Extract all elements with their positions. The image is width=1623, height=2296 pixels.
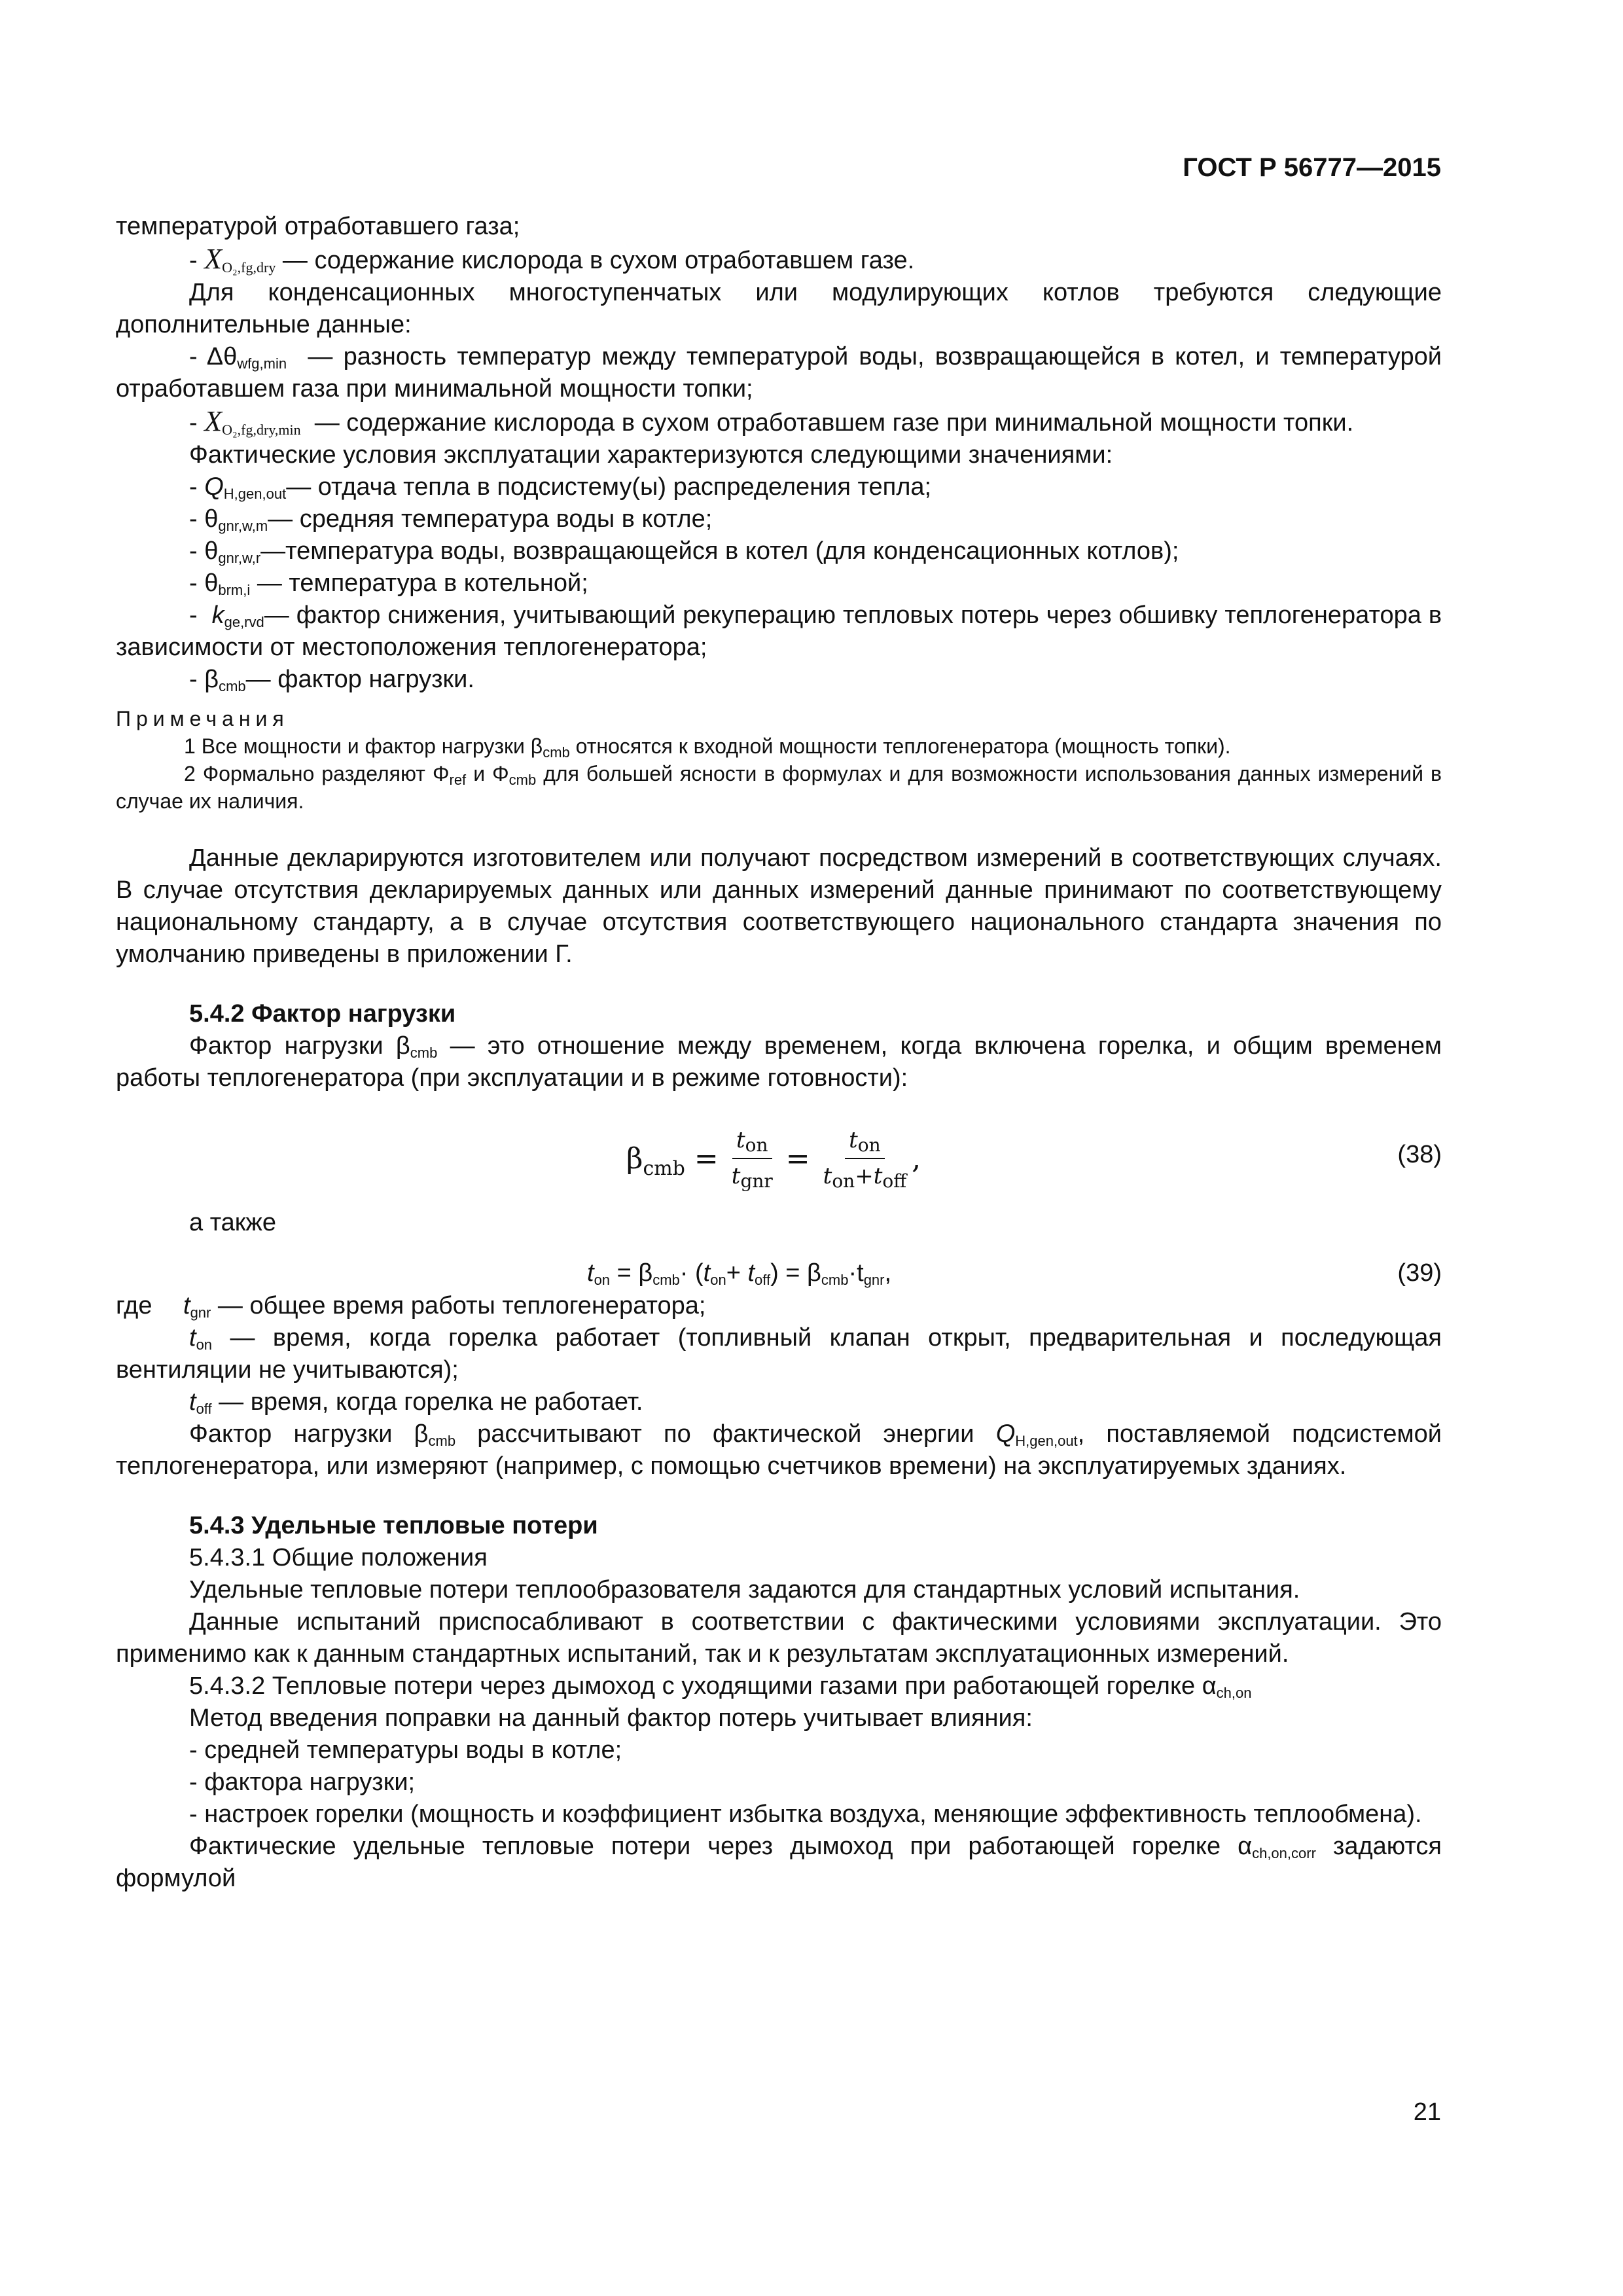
text-also: а также	[189, 1209, 276, 1236]
text-line: температурой отработавшего газа;	[116, 213, 520, 240]
equation-39-body: $t_{on} = \beta_{cmb}\cdot (t_{on}+ t_{off}) = \beta_{cmb}\cdot t_{gnr}$,	[587, 1259, 892, 1288]
definition-beta: - $\beta_{cmb}—$ фактор нагрузки.	[189, 666, 474, 694]
note-2: 2 Формально разделяют $\Phi_{ref}$ и $\Phi_{cmb}$ для большей ясности в формулах и для возможности использования данных измерений в случае их наличия.	[116, 762, 1442, 813]
paragraph-correction-method: Метод введения поправки на данный фактор потерь учитывает влияния:	[189, 1704, 1033, 1732]
paragraph-test-data: Данные испытаний приспосабливают в соответствии с фактическими условиями эксплуатации. Это применимо как к данным стандартных испытаний, так и к результатам эксплуатационных измерений.	[116, 1608, 1442, 1668]
list-item: - настроек горелки (мощность и коэффициент избытка воздуха, меняющие эффективность теплообмена).	[189, 1801, 1422, 1828]
where-definition-ton: $t_{on}$ — время, когда горелка работает (топливный клапан открыт, предварительная и последующая вентиляции не учитываются);	[116, 1324, 1442, 1384]
page-content	[116, 211, 1442, 1895]
definition-theta-wr: - $\theta_{gnr,w,r}—температура$ воды, возвращающейся в котел (для конденсационных котлов);	[189, 537, 1179, 566]
paragraph-specific-losses: Удельные тепловые потери теплообразователя задаются для стандартных условий испытания.	[189, 1576, 1300, 1604]
section-heading-5-4-3: 5.4.3 Удельные тепловые потери	[189, 1512, 598, 1539]
list-item: - фактора нагрузки;	[189, 1768, 416, 1796]
note-1: 1 Все мощности и фактор нагрузки $\beta_{cmb}$ относятся к входной мощности теплогенератора (мощность топки).	[184, 734, 1231, 761]
eq38-fraction-2: $\frac{t_{on}}{t_{on}+t_{off}}$	[819, 1124, 910, 1193]
notes-block	[116, 705, 1442, 815]
where-definition-toff: $t_{off}$ — время, когда горелка не работает.	[189, 1388, 643, 1417]
definition-delta-theta: - $\Delta\theta_{wfg,min}$ — разность температур между температурой воды, возвращающейся в котел, и температурой отработавшем газа при минимальной мощности топки;	[116, 343, 1442, 403]
paragraph-load-factor: Фактор нагрузки $\beta_{cmb}$ — это отношение между временем, когда включена горелка, и общим временем работы теплогенератора (при эксплуатации и в режиме готовности):	[116, 1032, 1442, 1092]
notes-title: Примечания	[116, 707, 289, 730]
equation-38-body: $\beta_{cmb}$ = $\frac{t_{on}}{t_{gnr}}$ = $\frac{t_{on}}{t_{on}+t_{off}}$ ,	[626, 1124, 921, 1193]
definition-q: - $Q_{H,gen,out}—$ отдача тепла в подсистему(ы) распределения тепла;	[189, 473, 932, 502]
paragraph-load-factor-calc: Фактор нагрузки $\beta_{cmb}$ рассчитывают по фактической энергии $Q_{H,gen,out}$, поставляемой подсистемой теплогенератора, или измеряют (например, с помощью счетчиков времени) на эксплуатируемых зданиях.	[116, 1420, 1442, 1480]
paragraph-actual-losses: Фактические удельные тепловые потери через дымоход при работающей горелке $\alpha_{ch,on,corr}$ задаются формулой	[116, 1833, 1442, 1892]
subsection-heading-5-4-3-2: 5.4.3.2 Тепловые потери через дымоход с уходящими газами при работающей горелке $\alpha_{ch,on}$	[189, 1672, 1252, 1701]
eq38-lhs: $\beta_{cmb}$	[626, 1141, 685, 1180]
page-number: 21	[1413, 2098, 1441, 2126]
list-item: - средней температуры воды в котле;	[189, 1736, 622, 1764]
definition-x-o2-min: - $X_{O_2,fg,dry,min}$ — содержание кислорода в сухом отработавшем газе при минимальной мощности топки.	[189, 405, 1354, 438]
paragraph-actual-conditions: Фактические условия эксплуатации характеризуются следующими значениями:	[189, 441, 1113, 469]
paragraph-declared-data: Данные декларируются изготовителем или получают посредством измерений в соответствующих случаях. В случае отсутствия декларируемых данных или данных измерений данные принимают по соответствующему национальному стандарту, а в случае отсутствия соответствующего национального стандарта значения по умолчанию приведены в приложении Г.	[116, 844, 1442, 968]
subsection-heading-5-4-3-1: 5.4.3.1 Общие положения	[189, 1544, 488, 1571]
equation-38-number: (38)	[1397, 1141, 1442, 1168]
definition-k: - $k_{ge,rvd}—$ фактор снижения, учитывающий рекуперацию тепловых потерь через обшивку теплогенератора в зависимости от местоположения теплогенератора;	[116, 601, 1442, 661]
where-definition-tgnr: где $t_{gnr}$ — общее время работы теплогенератора;	[116, 1292, 706, 1321]
equation-39-number: (39)	[1397, 1259, 1442, 1287]
standard-header: ГОСТ Р 56777—2015	[1183, 153, 1441, 182]
section-heading-5-4-2: 5.4.2 Фактор нагрузки	[189, 1000, 456, 1028]
paragraph-condensing: Для конденсационных многоступенчатых или модулирующих котлов требуются следующие дополнительные данные:	[116, 279, 1442, 338]
definition-theta-brm: - $\theta_{brm,i}$ — температура в котельной;	[189, 569, 588, 598]
eq38-fraction-1: $\frac{t_{on}}{t_{gnr}}$	[728, 1124, 777, 1193]
definition-theta-wm: - $\theta_{gnr,w,m}—$ средняя температура воды в котле;	[189, 505, 713, 534]
definition-x-o2: - $X_{O_2,fg,dry}$ — содержание кислорода в сухом отработавшем газе.	[189, 243, 915, 276]
equation-38	[116, 1119, 1442, 1198]
equation-39	[116, 1253, 1442, 1290]
